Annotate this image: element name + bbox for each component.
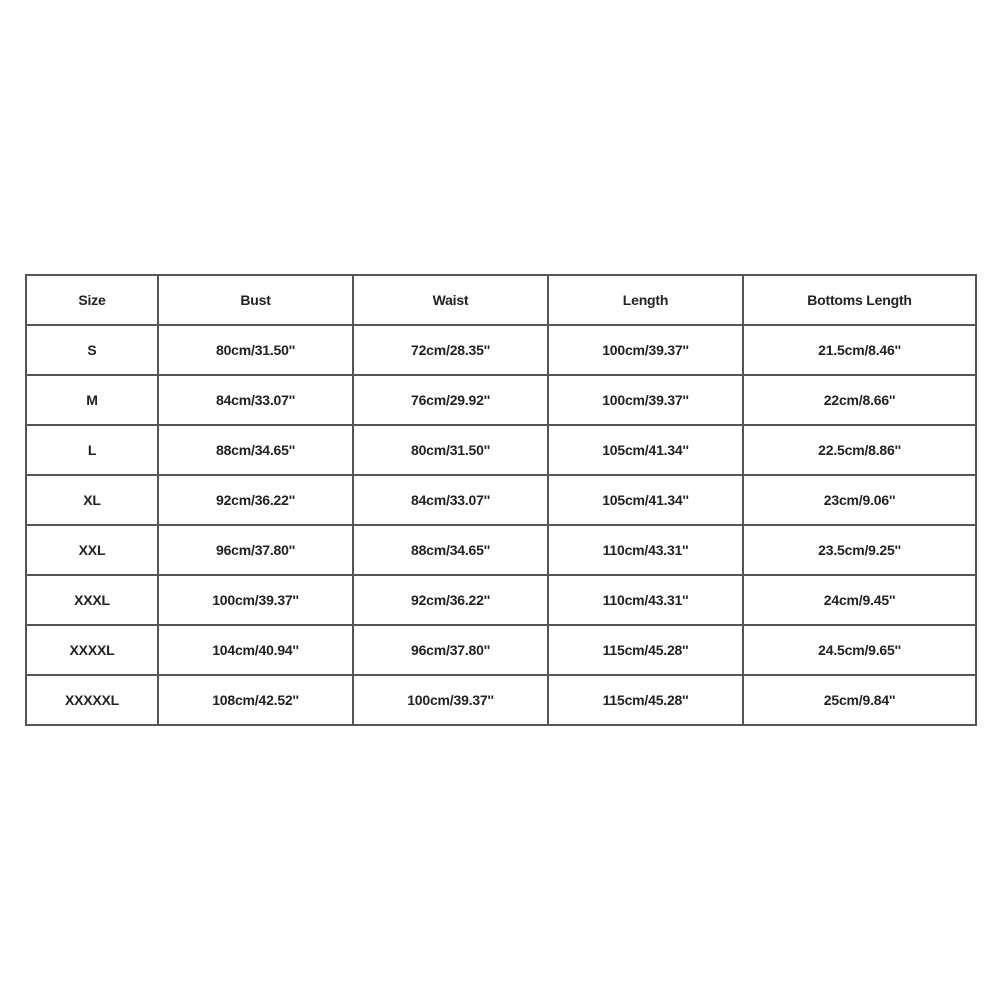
cell-size: XXL (26, 525, 158, 575)
cell-bust: 88cm/34.65'' (158, 425, 353, 475)
cell-bust: 92cm/36.22'' (158, 475, 353, 525)
cell-bust: 80cm/31.50'' (158, 325, 353, 375)
table-row (26, 575, 976, 625)
cell-bottoms-length: 23.5cm/9.25'' (743, 525, 976, 575)
cell-waist: 84cm/33.07'' (353, 475, 548, 525)
table-row (26, 425, 976, 475)
cell-waist: 72cm/28.35'' (353, 325, 548, 375)
cell-size: XXXL (26, 575, 158, 625)
cell-bottoms-length: 24.5cm/9.65'' (743, 625, 976, 675)
cell-bottoms-length: 21.5cm/8.46'' (743, 325, 976, 375)
header-size: Size (26, 275, 158, 325)
cell-size: M (26, 375, 158, 425)
cell-bottoms-length: 23cm/9.06'' (743, 475, 976, 525)
cell-length: 110cm/43.31'' (548, 575, 743, 625)
cell-size: S (26, 325, 158, 375)
cell-bottoms-length: 22.5cm/8.86'' (743, 425, 976, 475)
header-bottoms-length: Bottoms Length (743, 275, 976, 325)
cell-bust: 108cm/42.52'' (158, 675, 353, 725)
table-row (26, 475, 976, 525)
table-header-row (26, 275, 976, 325)
cell-bottoms-length: 25cm/9.84'' (743, 675, 976, 725)
cell-length: 110cm/43.31'' (548, 525, 743, 575)
cell-length: 105cm/41.34'' (548, 425, 743, 475)
table-row (26, 525, 976, 575)
cell-size: L (26, 425, 158, 475)
cell-waist: 76cm/29.92'' (353, 375, 548, 425)
cell-waist: 88cm/34.65'' (353, 525, 548, 575)
cell-waist: 92cm/36.22'' (353, 575, 548, 625)
cell-bust: 96cm/37.80'' (158, 525, 353, 575)
table-row (26, 325, 976, 375)
table-row (26, 675, 976, 725)
header-length: Length (548, 275, 743, 325)
size-chart-table (25, 274, 977, 726)
cell-bottoms-length: 24cm/9.45'' (743, 575, 976, 625)
cell-waist: 80cm/31.50'' (353, 425, 548, 475)
table-row (26, 625, 976, 675)
cell-waist: 96cm/37.80'' (353, 625, 548, 675)
cell-length: 105cm/41.34'' (548, 475, 743, 525)
header-waist: Waist (353, 275, 548, 325)
table-row (26, 375, 976, 425)
header-bust: Bust (158, 275, 353, 325)
cell-size: XXXXL (26, 625, 158, 675)
cell-size: XL (26, 475, 158, 525)
cell-length: 115cm/45.28'' (548, 625, 743, 675)
cell-bust: 100cm/39.37'' (158, 575, 353, 625)
cell-length: 100cm/39.37'' (548, 325, 743, 375)
cell-length: 115cm/45.28'' (548, 675, 743, 725)
cell-size: XXXXXL (26, 675, 158, 725)
cell-bottoms-length: 22cm/8.66'' (743, 375, 976, 425)
cell-bust: 104cm/40.94'' (158, 625, 353, 675)
cell-bust: 84cm/33.07'' (158, 375, 353, 425)
cell-waist: 100cm/39.37'' (353, 675, 548, 725)
cell-length: 100cm/39.37'' (548, 375, 743, 425)
